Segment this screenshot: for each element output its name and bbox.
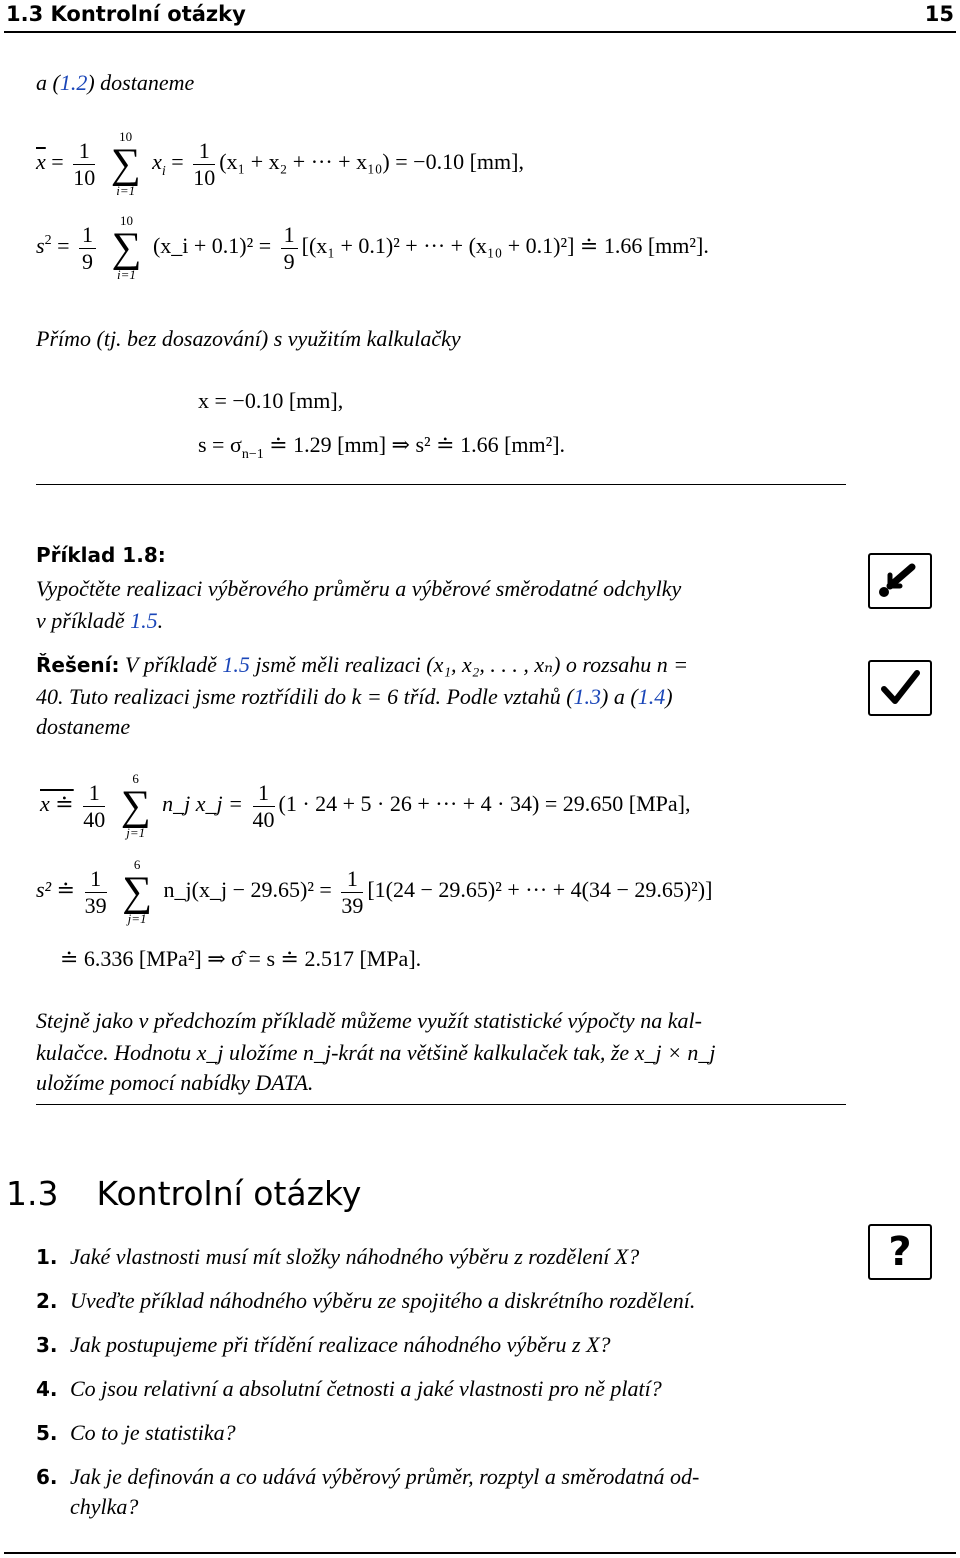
example-bottom-rule [36,1104,846,1105]
example-task: Vypočtěte realizaci výběrového průměru a výběrové směrodatné odchylky [36,576,682,601]
question-item: 6. Jak je definován a co udává výběrový průměr, rozptyl a směrodatná od- [36,1464,700,1489]
checkmark-icon [868,660,932,716]
equation-grouped-variance: s² ≐ $\frac{1}{39}$ 6 ∑ j=1 n_j(x_j − 29.65)² = $\frac{1}{39}$ [1(24 − 29.65)² + ··· + 4(34 − 29.65)²)] [36,857,713,926]
sum-symbol: 6 ∑ j=1 [122,857,153,926]
solution-line1: Řešení: V příkladě 1.5 jsmě měli realizaci (x₁, x₂, . . . , xₙ) o rozsahu n = [36,652,689,677]
solution-line3: dostaneme [36,714,131,739]
direct-std: $s = \sigma_{n-1}$ ≐ 1.29 [mm] ⇒ s² ≐ 1.66 [mm²]. [198,432,566,462]
question-item: 2. Uveďte příklad náhodného výběru ze spojitého a diskrétního rozdělení. [36,1288,696,1313]
sum-symbol: 6 ∑ j=1 [120,771,151,840]
note-line3: uložíme pomocí nabídky DATA. [36,1070,314,1095]
solution-line2: 40. Tuto realizaci jsme roztřídili do k = 6 tříd. Podle vztahů (1.3) a (1.4) [36,684,673,709]
example-task-line2: v příkladě 1.5. [36,608,164,633]
example-link[interactable]: 1.5 [222,652,250,677]
equation-link[interactable]: 1.3 [573,684,602,709]
question-icon: ? [868,1224,932,1280]
pencil-task-icon [868,553,932,609]
example-top-rule [36,484,846,485]
note-line1: Stejně jako v předchozím příkladě můžeme využít statistické výpočty na kal- [36,1008,702,1033]
note-line2: kulačce. Hodnotu x_j uložíme n_j-krát na většině kalkulaček tak, že x_j × n_j [36,1040,716,1065]
question-item: 4. Co jsou relativní a absolutní četnosti a jaké vlastnosti pro ně platí? [36,1376,662,1401]
section-heading: 1.3 Kontrolní otázky [6,1174,362,1213]
running-header-title: 1.3 Kontrolní otázky [6,2,246,26]
equation-std-result: ≐ 6.336 [MPa²] ⇒ σ̂ = s ≐ 2.517 [MPa]. [60,946,422,971]
example-link[interactable]: 1.5 [130,608,158,633]
sum-symbol: 10 ∑ i=1 [111,213,142,282]
question-item: 1. Jaké vlastnosti musí mít složky náhodného výběru z rozdělení X? [36,1244,640,1269]
equation-grouped-mean: x ≐ $\frac{1}{40}$ 6 ∑ j=1 n_j x_j = $\frac{1}{40}$ (1 · 24 + 5 · 26 + ··· + 4 · 34) = 29.650 [MPa], [40,771,691,840]
direct-calculation-text: Přímo (tj. bez dosazování) s využitím kalkulačky [36,326,461,351]
solution-label: Řešení: [36,653,120,677]
page-number: 15 [924,2,954,26]
direct-mean: x = −0.10 [mm], [198,388,344,413]
sum-symbol: 10 ∑ i=1 [110,129,141,198]
question-item: 5. Co to je statistika? [36,1420,236,1445]
equation-mean: $\overline{x}$ = $\frac{1}{10}$ 10 ∑ i=1 $x_i$ = $\frac{1}{10}$ (x₁ + x₂ + ··· + x₁₀) = −0.10 [mm], [36,129,524,198]
footer-rule [4,1552,956,1554]
equation-link[interactable]: 1.4 [637,684,666,709]
intro-line: a (1.2) dostaneme [36,70,195,95]
header-rule [4,31,956,33]
equation-variance: $s^2$ = $\frac{1}{9}$ 10 ∑ i=1 (x_i + 0.1)² = $\frac{1}{9}$ [(x₁ + 0.1)² + ··· + (x₁₀ + 0.1)²] ≐ 1.66 [mm²]. [36,213,709,282]
example-title: Příklad 1.8: [36,543,166,567]
question-item-continuation: chylka? [70,1494,139,1519]
question-item: 3. Jak postupujeme při třídění realizace náhodného výběru z X? [36,1332,611,1357]
equation-link[interactable]: 1.2 [59,70,88,95]
